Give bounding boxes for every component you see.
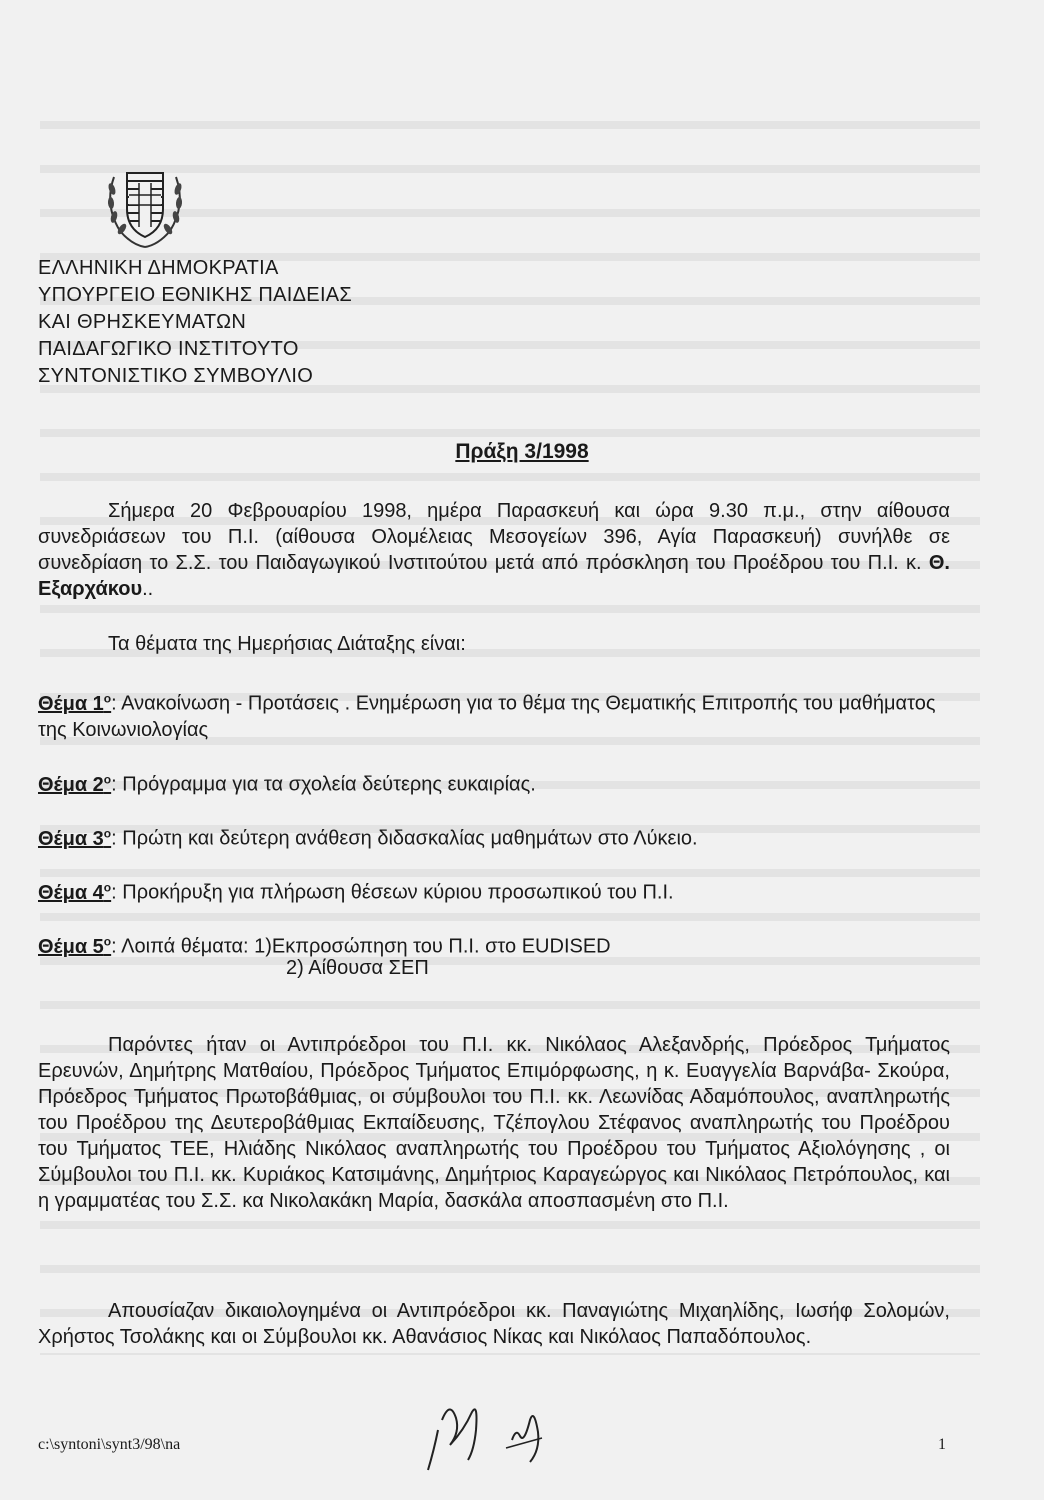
- document-title: Πράξη 3/1998: [455, 440, 589, 463]
- topic-text: : Προκήρυξη για πλήρωση θέσεων κύριου προσωπικού του Π.Ι.: [111, 881, 674, 904]
- topic-label: Θέμα $3^o$: [38, 826, 112, 850]
- topic-4: [38, 874, 950, 906]
- topic-label: Θέμα $4^o$: [38, 880, 112, 904]
- header-line-ministry-cont: ΚΑΙ ΘΡΗΣΚΕΥΜΑΤΩΝ: [38, 311, 247, 333]
- absent-paragraph: [38, 1298, 950, 1350]
- topic-label: Θέμα $1^o$: [38, 691, 112, 715]
- topic-2: [38, 766, 950, 798]
- institution-header: [38, 255, 352, 390]
- topic-5: [38, 928, 950, 960]
- topic-text: : Πρώτη και δεύτερη ανάθεση διδασκαλίας μαθημάτων στο Λύκειο.: [111, 827, 698, 850]
- topic-text: : Ανακοίνωση - Προτάσεις . Ενημέρωση για το θέμα της Θεματικής Επιτροπής του μαθήματος της Κοινωνιολογίας: [38, 692, 936, 741]
- present-text: Παρόντες ήταν οι Αντιπρόεδροι του Π.Ι. κκ. Νικόλαος Αλεξανδρής, Πρόεδρος Τμήματος Ερευνών, Δημήτρης Ματθαίου, Πρόεδρος Τμήματος Επιμόρφωσης, η κ. Ευαγγελία Βαρνάβα- Σκούρα, Πρόεδρος Τμήματος Πρωτοβάθμιας, οι σύμβουλοι του Π.Ι. κκ. Λεωνίδας Αδαμόπουλος, αναπληρωτής του Προέδρου της Δευτεροβάθμιας Εκπαίδευσης, Τζέπογλου Στέφανος αναπληρωτής του Προέδρου του Τμήματος ΤΕΕ, Ηλιάδης Νικόλαος αναπληρωτής του Προέδρου του Τμήματος Αξιολόγησης , οι Σύμβουλοι του Π.Ι. κκ. Κυριάκος Κατσιμάνης, Δημήτριος Καραγεώργος και Νικόλαος Πετρόπουλος, και η γραμματέας του Σ.Σ. κα Νικολακάκη Μαρία, δασκάλα αποσπασμένη στο Π.Ι.: [38, 1034, 950, 1212]
- agenda-intro: [38, 631, 950, 657]
- topic-5-subitem: 2) Αίθουσα ΣΕΠ: [286, 957, 429, 979]
- file-path: c:\syntoni\synt3/98\na: [38, 1436, 181, 1453]
- present-paragraph: [38, 1032, 950, 1214]
- topic-label: Θέμα $2^o$: [38, 772, 112, 796]
- topic-3: [38, 820, 950, 852]
- intro-paragraph: [38, 498, 950, 602]
- topic-label: Θέμα $5^o$: [38, 934, 112, 958]
- page-number: 1: [938, 1436, 946, 1453]
- intro-text: Σήμερα 20 Φεβρουαρίου 1998, ημέρα Παρασκευή και ώρα 9.30 π.μ., στην αίθουσα συνεδριάσεων του Π.Ι. (αίθουσα Ολομέλειας Μεσογείων 396, Αγία Παρασκευή) συνήλθε σε συνεδρίαση το Σ.Σ. του Παιδαγωγικού Ινστιτούτου μετά από πρόσκληση του Προέδρου του Π.Ι. κ.: [38, 500, 950, 574]
- header-line-council: ΣΥΝΤΟΝΙΣΤΙΚΟ ΣΥΜΒΟΥΛΙΟ: [38, 365, 314, 387]
- president-name: Θ. Εξαρχάκου: [38, 552, 950, 600]
- absent-text: Απουσίαζαν δικαιολογημένα οι Αντιπρόεδροι κκ. Παναγιώτης Μιχαηλίδης, Ιωσήφ Σολομών, Χρήστος Τσολάκης και οι Σύμβουλοι κκ. Αθανάσιος Νίκας και Νικόλαος Παπαδόπουλος.: [38, 1300, 950, 1348]
- agenda-intro-text: Τα θέματα της Ημερήσιας Διάταξης είναι:: [108, 633, 466, 655]
- greek-coat-of-arms-icon: [100, 155, 190, 250]
- topic-text: : Πρόγραμμα για τα σχολεία δεύτερης ευκαιρίας.: [111, 773, 536, 796]
- header-line-ministry: ΥΠΟΥΡΓΕΙΟ ΕΘΝΙΚΗΣ ΠΑΙΔΕΙΑΣ: [38, 284, 353, 306]
- handwritten-signature: [420, 1390, 570, 1480]
- intro-end: ..: [142, 578, 154, 600]
- topic-text: : Λοιπά θέματα: 1)Εκπροσώπηση του Π.Ι. στο EUDISED: [111, 935, 611, 958]
- header-line-institute: ΠΑΙΔΑΓΩΓΙΚΟ ΙΝΣΤΙΤΟΥΤΟ: [38, 338, 299, 360]
- topic-1: [38, 685, 950, 743]
- header-line-republic: ΕΛΛΗΝΙΚΗ ΔΗΜΟΚΡΑΤΙΑ: [38, 257, 279, 279]
